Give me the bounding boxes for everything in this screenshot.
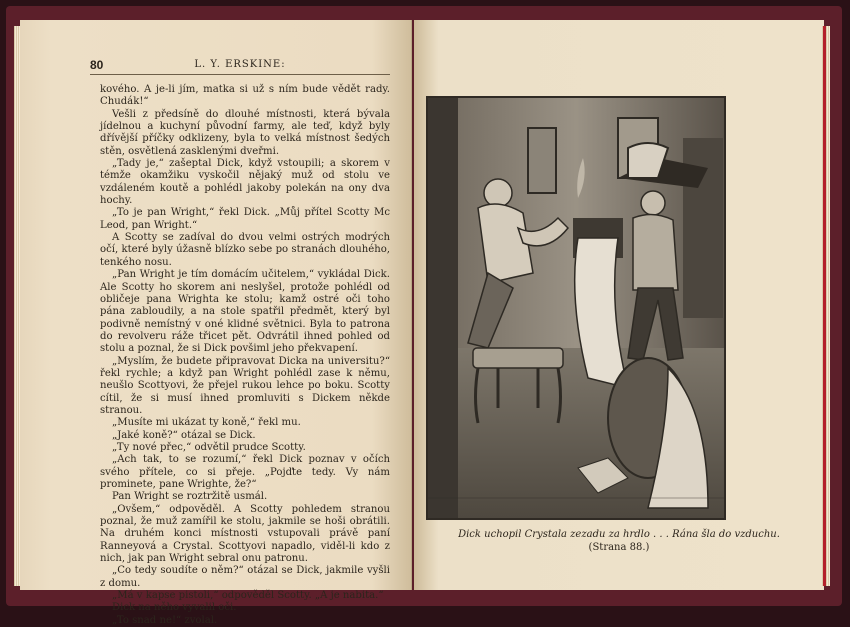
paragraph: „Myslím, že budete připravovat Dicka na universitu?“ řekl rychle; a když pan Wright pohlédl zase k němu, neušlo Scottyovi, že přejel rukou lehce po boku. Scotty cítil, že si musí ihned promluviti s Dickem někde stranou. [100,355,390,416]
book [6,6,842,626]
paragraph: „To je pan Wright,“ řekl Dick. „Můj přítel Scotty Mc Leod, pan Wright.“ [100,207,390,231]
page-header [90,56,390,75]
paragraph: „Co tedy soudíte o něm?“ otázal se Dick, jakmile vyšli z domu. [100,565,390,589]
red-page-edge [823,26,826,586]
paragraph: „Jaké koně?“ otázal se Dick. [112,429,256,441]
right-page [414,20,824,590]
illustration-drawing [428,98,724,518]
illustration [426,96,726,520]
page-number: 80 [90,58,104,72]
paragraph: Pan Wright se roztržitě usmál. [112,491,268,503]
body-text [100,84,390,627]
caption [414,528,824,554]
paragraph: „Tady je,“ zašeptal Dick, když vstoupili; a skorem v témže okamžiku vyskočil nějaký muž od stolu ve vzdáleném koutě a pohlédl jakoby polekán na ony dva hochy. [100,158,390,207]
paragraph: „To snad ne!“ zvolal. [112,614,218,626]
paragraph: Vešli z předsíně do dlouhé místnosti, která bývala jídelnou a kuchyní původní farmy, ale teď, když byly dřívější příčky odklizeny, byla to velká místnost šedých stěn, osvětlená zasklenými dveřmi. [100,108,390,157]
paragraph: A Scotty se zadíval do dvou velmi ostrých modrých očí, které byly úžasně blízko sebe po stranách dlouhého, tenkého nosu. [100,232,390,268]
paragraph: „Ovšem,“ odpověděl. A Scotty pohledem stranou poznal, že muž zamířil ke stolu, jakmile se hoši obrátili. Na druhém konci místnosti vstupovali právě paní Ranneyová a Crystal. Scottyovi napadlo, viděl-li kdo z nich, jak pan Wright sebral onu patronu. [100,503,390,565]
running-head: L. Y. ERSKINE: [194,59,286,70]
paragraph: „Musíte mi ukázat ty koně,“ řekl mu. [112,417,301,429]
left-page [20,20,412,626]
paragraph: „Pan Wright je tím domácím učitelem,“ vykládal Dick. Ale Scotty ho skorem ani neslyšel, protože pohlédl od obličeje pana Wrighta ke stolu; kamž ostré oči toho pána zabloudily, a na stole spatřil předmět, který byl podivně nemístný v oné klidné světnici. Byla to patrona do revolveru ráže třicet pět. Odvrátil ihned pohled od stolu a poznal, že si Dick povšiml jeho překvapení. [100,269,390,355]
caption-page-ref: (Strana 88.) [588,542,650,553]
paragraph: kového. A je-li jím, matka si už s ním bude vědět rady. Chudák!“ [100,84,390,108]
paragraph: „Ach tak, to se rozumí,“ řekl Dick poznav v očích svého přítele, co si přeje. „Pojďte tedy. Vy nám prominete, pane Wrighte, že?“ [100,454,390,490]
caption-line: Dick uchopil Crystala zezadu za hrdlo . . . Rána šla do vzduchu. [458,529,780,540]
paragraph: „Ty nové přec,“ odvětil prudce Scotty. [112,441,306,453]
paragraph: „Má v kapse pistoli,“ odpověděl Scotty. „A je nabita.“ [112,590,384,602]
paragraph: Dick na něho vyvalil oči. [112,602,237,614]
